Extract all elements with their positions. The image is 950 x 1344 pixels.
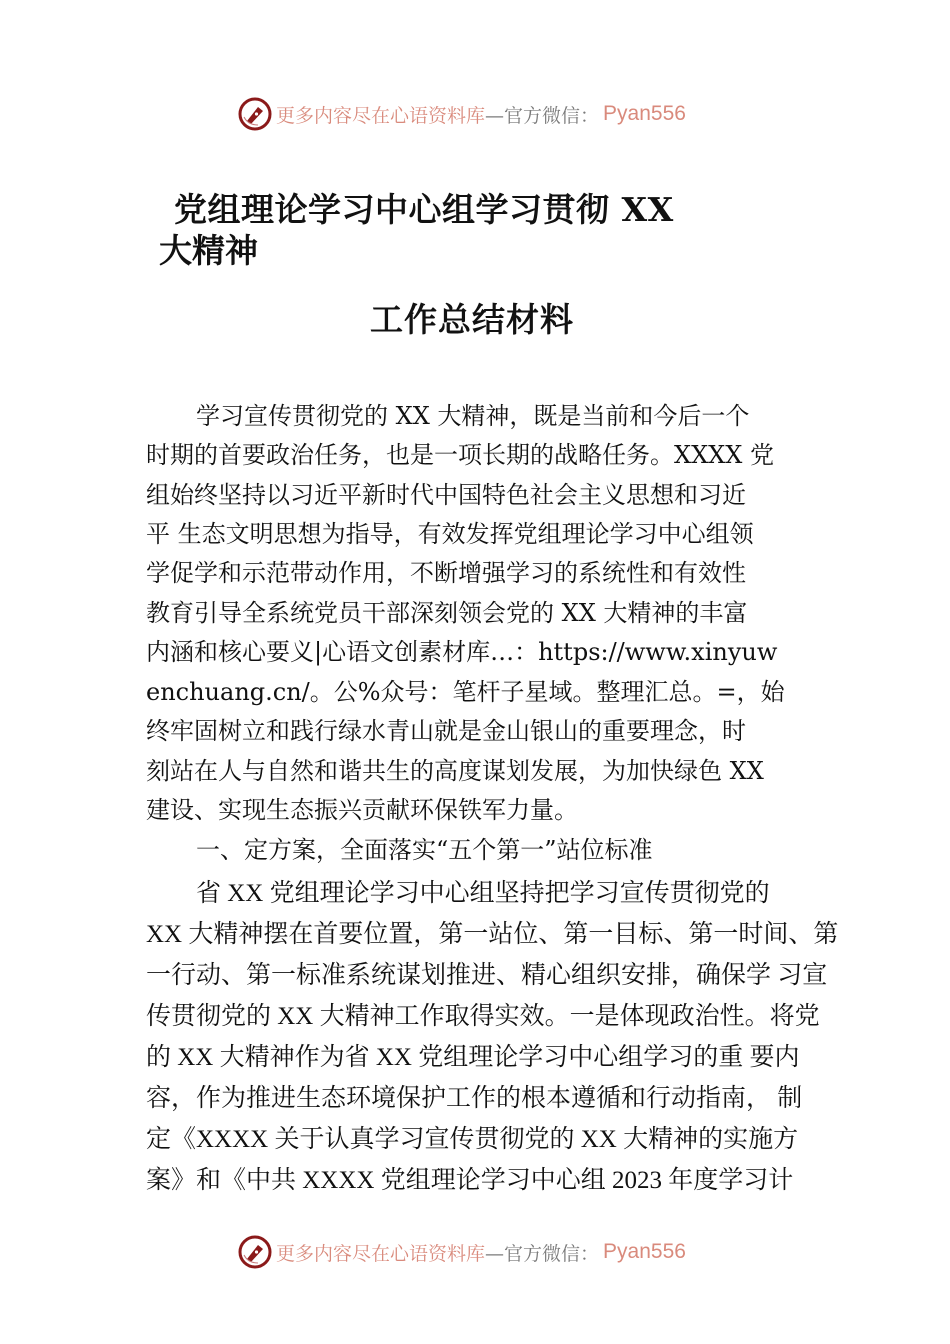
paragraph-line: 内涵和核心要义|心语文创素材库…：https://www.xinyuw [146,638,778,666]
paragraph-line: 终牢固树立和践行绿水青山就是金山银山的重要理念，时 [146,717,746,745]
paragraph-line: 一行动、第一标准系统谋划推进、精心组织安排，确保学 习宣 [146,962,828,989]
paragraph-line: 时期的首要政治任务，也是一项长期的战略任务。XXXX 党 [146,441,774,469]
paragraph-line: 刻站在人与自然和谐共生的高度谋划发展，为加快绿色 XX [146,757,764,785]
document-subtitle: 工作总结材料 [370,300,574,339]
banner-wechat-label: —官方微信： [485,1242,600,1265]
paragraph-line: 学促学和示范带动作用，不断增强学习的系统性和有效性 [146,559,746,587]
paragraph-line: 案》和《中共 XXXX 党组理论学习中心组 2023 年度学习计 [146,1167,794,1194]
banner-wechat-label: —官方微信： [485,104,600,127]
banner-promo-text: 更多内容尽在心语资料库 [276,104,486,127]
banner-promo-text: 更多内容尽在心语资料库 [276,1242,486,1265]
pen-nib-logo-icon [238,97,272,131]
paragraph-line: 省 XX 党组理论学习中心组坚持把学习宣传贯彻党的 [196,880,770,907]
paragraph-line: 的 XX 大精神作为省 XX 党组理论学习中心组学习的重 要内 [146,1044,800,1071]
paragraph-line: 容，作为推进生态环境保护工作的根本遵循和行动指南， 制 [146,1085,803,1112]
footer-banner [238,1232,738,1272]
paragraph-line: 组始终坚持以习近平新时代中国特色社会主义思想和习近 [146,481,746,509]
document-title-line1: 党组理论学习中心组学习贯彻 XX [174,190,674,229]
paragraph-line: XX 大精神摆在首要位置，第一站位、第一目标、第一时间、第 [146,921,839,948]
pen-nib-logo-icon [238,1235,272,1269]
document-title-line2: 大精神 [159,231,258,270]
paragraph-line: enchuang.cn/。公%众号：笔杆子星域。整理汇总。=，始 [146,678,785,706]
paragraph-line: 建设、实现生态振兴贡献环保铁军力量。 [146,796,578,824]
paragraph-line: 定《XXXX 关于认真学习宣传贯彻党的 XX 大精神的实施方 [146,1126,799,1153]
paragraph-line: 传贯彻党的 XX 大精神工作取得实效。一是体现政治性。将党 [146,1003,820,1030]
banner-wechat-id: Pyan556 [603,102,686,125]
paragraph-line: 教育引导全系统党员干部深刻领会党的 XX 大精神的丰富 [146,599,748,627]
section-heading-1: 一、定方案，全面落实“五个第一”站位标准 [196,836,653,864]
banner-wechat-id: Pyan556 [603,1240,686,1263]
paragraph-line: 平 生态文明思想为指导，有效发挥党组理论学习中心组领 [146,520,754,548]
header-banner [238,94,738,134]
paragraph-line: 学习宣传贯彻党的 XX 大精神，既是当前和今后一个 [196,402,750,430]
